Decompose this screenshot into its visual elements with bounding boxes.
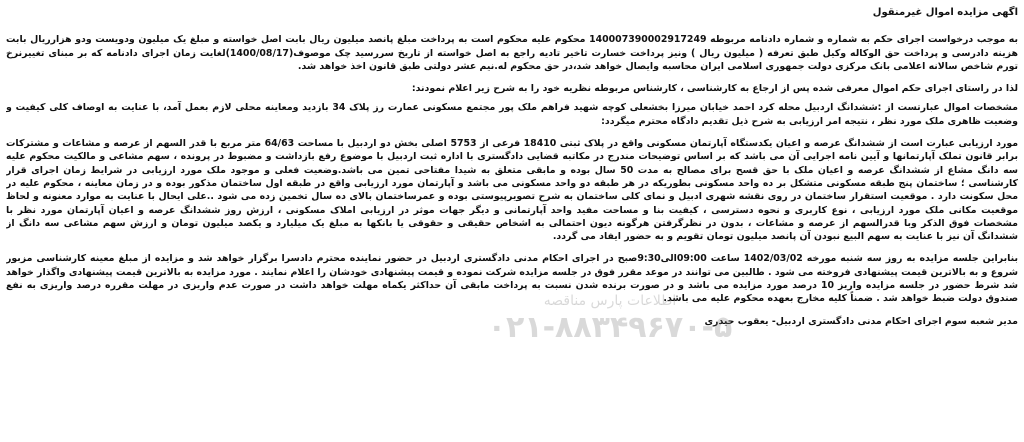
paragraph-auction-terms: بنابراین جلسه مزایده به روز سه شنبه مورخه 1402/03/02 ساعت 09:00الی9:30صبح در اجرای احکام مدنی دادگستری اردبیل در حضور نماینده محترم دادسرا برگزار خواهد شد و مزایده از مبلغ معینه کارشناسی مزبور شروع و به بالاترین قیمت پیشنهادی فروخته می شود . طالبین می توانند در موعد مقرر فوق در جلسه مزایده شرکت نموده و قیمت پیشنهادی خودشان را اعلام نمایند . مورد مزایده به بالاترین قیمت پیشنهادی واگذار خواهد شد شرط حضور در جلسه مزایده واریز 10 درصد مورد مزایده می باشد و در صورت برنده شدن نسبت به پرداخت مابقی آن حداکثر یکماه مهلت خواهد داشت در صورت عدم واریزی در مهلت مقرره درصد واریزی به نفع صندوق دولت ضبط خواهد شد . ضمناً کلیه مخارج بعهده محکوم علیه می باشد. [6,253,1018,305]
notice-title: اگهی مزایده اموال غیرمنقول [872,7,1018,18]
watermark-phone: ۰۲۱-۸۸۳۴۹۶۷۰-۵ [487,310,733,345]
paragraph-expert-referral: لذا در راستای اجرای حکم اموال معرفی شده پس از ارجاع به کارشناسی ، کارشناس مربوطه نظریه خود را به شرح زیر اعلام نمودند: [411,83,1018,95]
paragraph-court-order: به موجب درخواست اجرای حکم به شماره و شماره دادنامه مربوطه 140007390002917249 محکوم علیه محکوم است به پرداخت مبلغ پانصد میلیون ریال بابت اصل خواسته و مبلغ یک میلیون ودویست ودو هزارریال بابت هزینه دادرسی و پرداخت حق الوکاله وکیل طبق تعرفه ( میلیون ریال ) ونیز پرداخت خسارت تاخیر تادیه راجع به اصل خواسته از تاریخ سررسید چک موصوف(1400/08/17)لغایت زمان اجرای دادنامه که بر مبنای تغییرنرخ تورم شاخص سالانه اعلامی بانک مرکزی دولت جمهوری اسلامی ایران محاسبه وایصال خواهد شد،در حق محکوم له.نیم عشر دولتی طبق قانون اخذ خواهد شد. [6,34,1018,72]
auction-notice-document [6,6,1018,436]
paragraph-appraisal: مورد ارزیابی عبارت است از ششدانگ عرصه و اعیان یکدستگاه آپارتمان مسکونی واقع در پلاک ثبتی 18410 فرعی از 5753 اصلی بخش دو اردبیل با مساحت 64/63 متر مربع با قدر السهم از عرصه و مشاعات و مشترکات برابر قانون تملک آپارتمانها و آیین نامه اجرایی آن می باشد که بر اساس توضیحات مندرج در مکاتبه قضایی دادگستری با اداره ثبت اردبیل با موضوع رفع بازداشت و مضبوط در پرونده ، سهم مشاعی و مالکیت محکوم علیه سه دانگ مشاع از ششدانگ عرصه و اعیان ملک با حق قسح برای مصالح به مدت 50 سال بوده و مابقی متعلق به شیدا مفتاحی تمین می باشد.وضعیت فعلی و موجود ملک مورد ارزیابی در شرایط زمان اجرای قرار کارشناسی ؛ ساختمان پنج طبقه مسکونی متشکل بر ده واحد مسکونی بطوریکه در هر طبقه دو واحد مسکونی می باشد و آپارتمان مورد ارزیابی واقع در طبقه اول ساختمان مذکور بوده و در زمان معاینه ، محکوم علیه در محل سکونت دارد . موقعیت استقرار ساختمان در روی نقشه شهری ادبیل و نمای کلی ساختمان به شرح تصویرپیوستی بوده و عمرساختمان بالای ده سال تخمین زده می شود ..علی ایحال با عنایت به موارد معنونه و لحاظ موقعیت مکانی ملک مورد ارزیابی ، نوع کاربری و نحوه دسترسی ، کیفیت بنا و مساحت مفید واحد آپارتمانی و دیگر جهات موثر در ارزیابی املاک مسکونی ، ارزش روز ششدانگ عرصه و اعیان آپارتمان مورد نظر با مشخصات فوق الذکر وبا قدرالسهم از عرصه و مشاعات ، بدون در نظرگرفتن هرگونه دیون احتمالی به اشخاص حقیقی و حقوقی یا بانکها به مبلغ یک میلیارد و یکصد میلیون تومان و ارزش سهم مشاعی سه دانگ از ششدانگ آن نیز با عنایت به سهم البیع نبودن آن پانصد میلیون تومان تقویم و به حضور ایفاد می گردد. [6,138,1018,243]
watermark-text: اطلاعات پارس مناقصه [543,293,677,309]
paragraph-property-specs: مشخصات اموال عبارتست از :ششدانگ اردبیل محله کرد احمد خیابان میرزا بخشعلی کوچه شهید فراهم ملک پور مجتمع مسکونی عمارت رز پلاک 34 بازدید ومعاینه محلی لازم بعمل آمد، با عنایت به اوصاف کلی کیفیت و وضعیت ظاهری ملک مورد نظر ، نتیجه امر ارزیابی به شرح ذیل تقدیم دادگاه محترم میگردد: [6,102,1018,127]
signature-line: مدیر شعبه سوم اجرای احکام مدنی دادگستری اردبیل- یعقوب حیدری [704,315,1018,327]
